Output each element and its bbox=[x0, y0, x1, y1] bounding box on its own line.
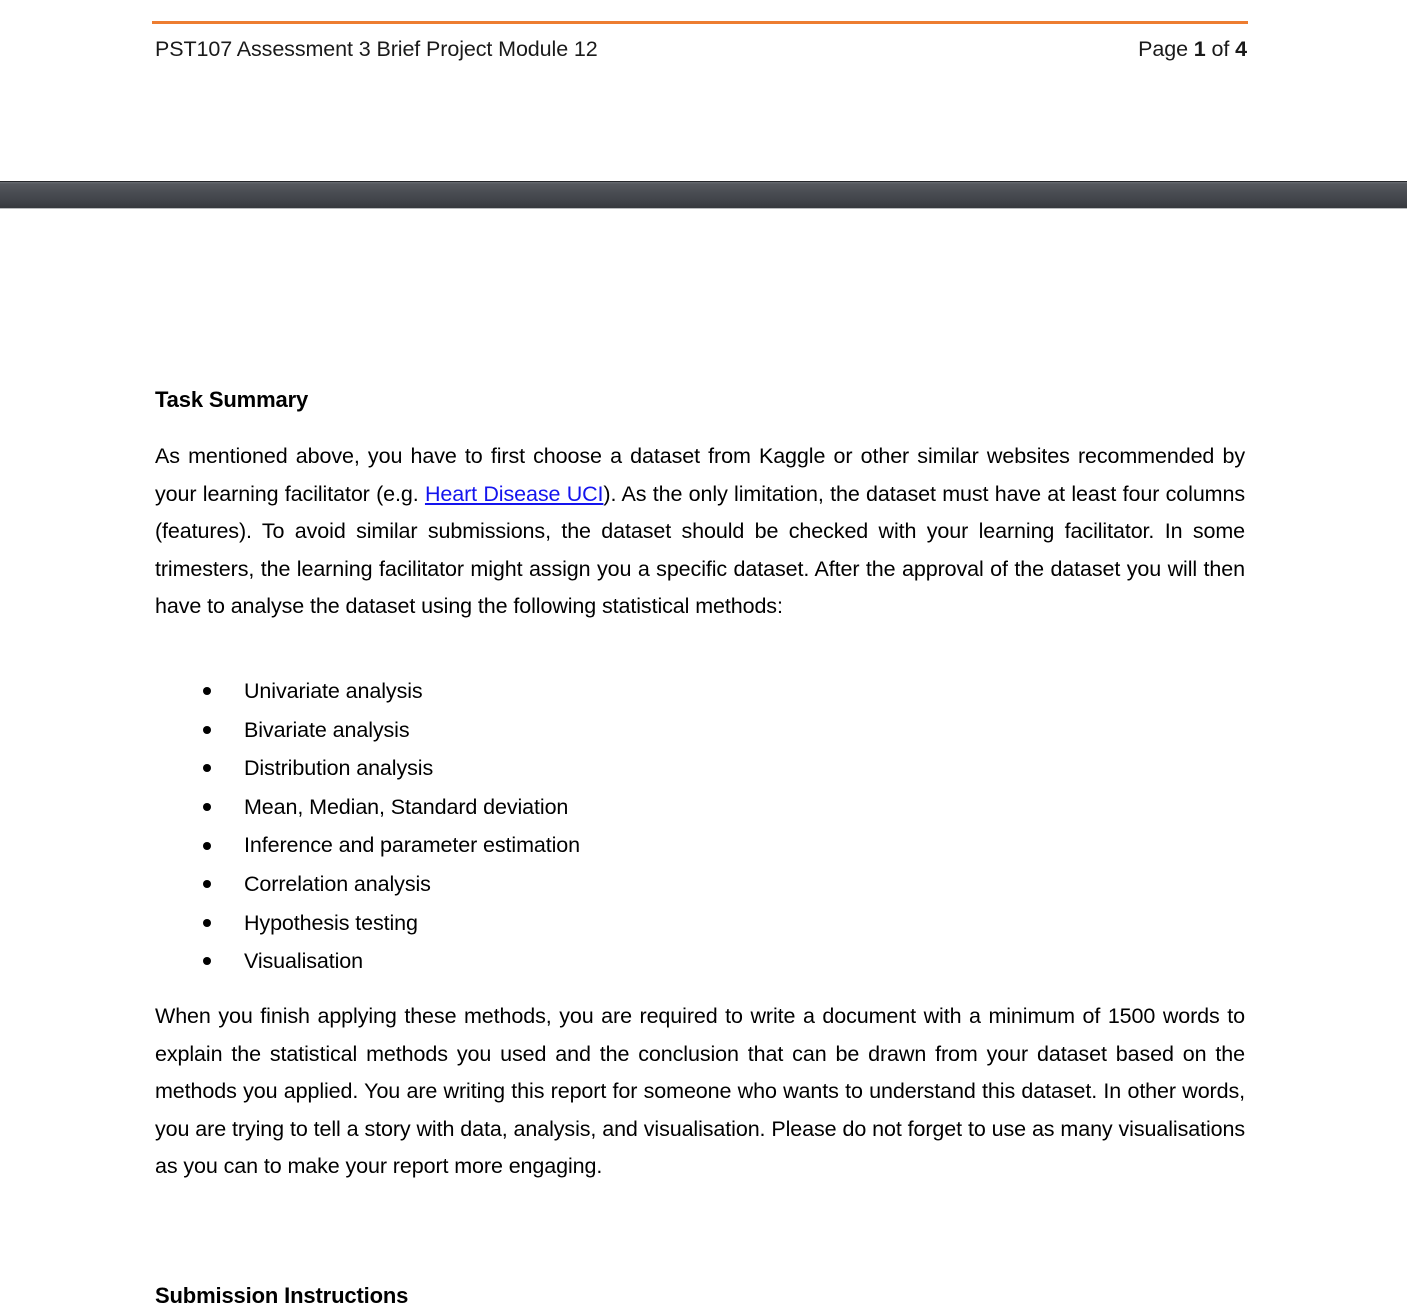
page-2-content bbox=[0, 210, 1407, 1308]
list-item-label: Distribution analysis bbox=[244, 756, 434, 781]
bullet-icon bbox=[203, 957, 211, 965]
bullet-icon bbox=[203, 803, 211, 811]
list-item-label: Inference and parameter estimation bbox=[244, 833, 581, 858]
bullet-icon bbox=[203, 726, 211, 734]
header-accent-rule bbox=[152, 21, 1248, 24]
list-item bbox=[155, 826, 855, 865]
page-1-fragment bbox=[0, 0, 1407, 181]
list-item bbox=[155, 788, 855, 827]
list-item bbox=[155, 711, 855, 750]
report-requirements-paragraph: When you finish applying these methods, you are required to write a document with a minimum of 1500 words to explain the statistical methods you used and the conclusion that can be drawn from your dataset based on the methods you applied. You are writing this report for someone who wants to understand this dataset. In other words, you are trying to tell a story with data, analysis, and visualisation. Please do not forget to use as many visualisations as you can to make your report more engaging. bbox=[155, 1004, 1245, 1178]
list-item-label: Visualisation bbox=[244, 949, 364, 974]
paragraph-text-before-link: As mentioned above, you have to first choose a dataset from Kaggle or other similar websites recommended by your learning facilitator (e.g. bbox=[155, 444, 1245, 506]
list-item-label: Univariate analysis bbox=[244, 679, 423, 703]
paragraph-text-after-link: ). As the only limitation, the dataset must have at least four columns (features). To avoid similar submissions, the dataset should be checked with your learning facilitator. In some trimesters, the learning facilitator might assign you a specific dataset. After the approval of the dataset you will then have to analyse the dataset using the following statistical methods: bbox=[155, 481, 1245, 618]
heart-disease-uci-link[interactable]: Heart Disease UCI bbox=[424, 481, 604, 506]
header-page-indicator bbox=[1138, 34, 1247, 64]
bullet-icon bbox=[203, 919, 211, 927]
list-item-label: Bivariate analysis bbox=[244, 717, 410, 742]
list-item-label: Mean, Median, Standard deviation bbox=[244, 794, 569, 819]
list-item bbox=[155, 865, 855, 904]
bullet-icon bbox=[203, 880, 211, 888]
list-item-label: Hypothesis testing bbox=[244, 910, 418, 935]
list-item bbox=[155, 672, 855, 711]
header-document-title: PST107 Assessment 3 Brief Project Module 12 bbox=[155, 37, 598, 61]
bullet-icon bbox=[203, 687, 211, 695]
list-item bbox=[155, 904, 855, 943]
list-item-label: Correlation analysis bbox=[244, 871, 431, 896]
submission-instructions-heading: Submission Instructions bbox=[155, 1283, 409, 1308]
statistical-methods-list bbox=[155, 672, 855, 981]
page-title: Task Summary bbox=[155, 387, 309, 412]
header-page-label: Page bbox=[1138, 37, 1188, 61]
page-separator-bar bbox=[0, 181, 1407, 209]
list-item bbox=[155, 942, 855, 981]
list-item bbox=[155, 749, 855, 788]
page-header bbox=[155, 34, 1247, 68]
header-page-total: 4 bbox=[1235, 37, 1247, 61]
bullet-icon bbox=[203, 842, 211, 850]
header-page-of: of bbox=[1211, 37, 1230, 61]
task-summary-paragraph bbox=[155, 438, 1245, 626]
bullet-icon bbox=[203, 764, 211, 772]
header-page-number: 1 bbox=[1193, 37, 1206, 61]
